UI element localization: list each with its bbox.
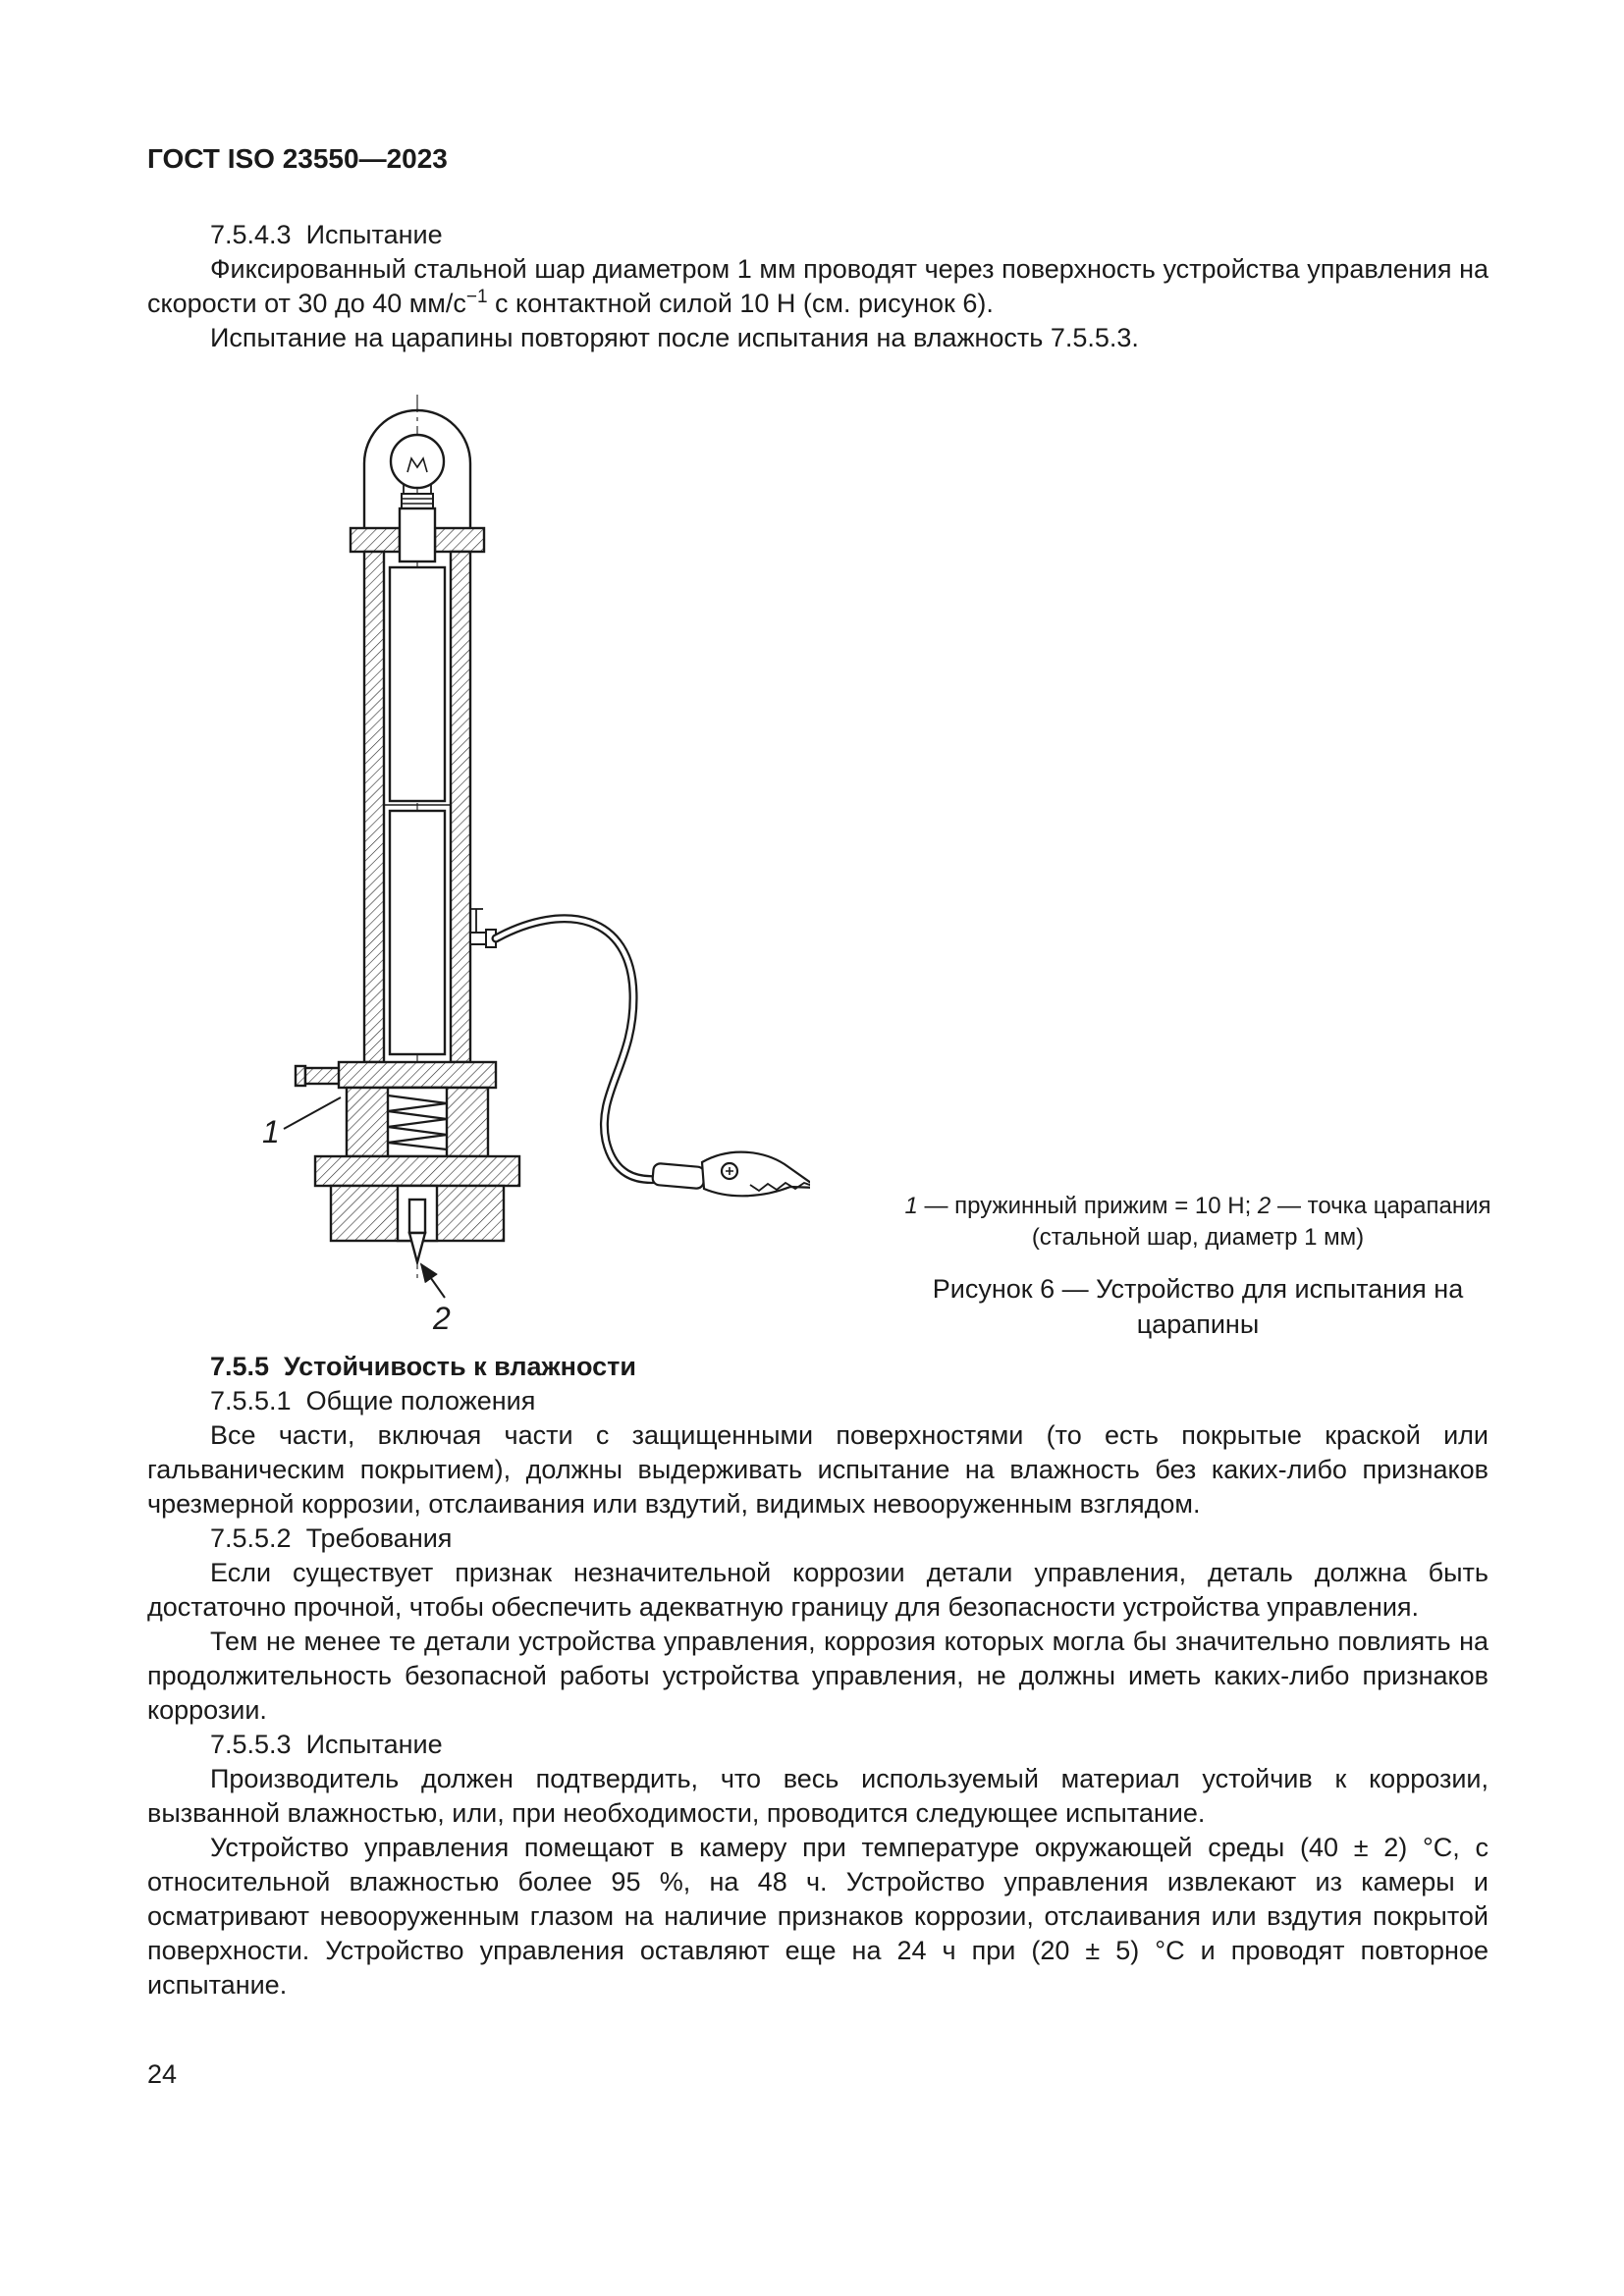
paragraph [147, 252, 1489, 321]
test-lead-cable [496, 919, 661, 1180]
document-header: ГОСТ ISO 23550—2023 [147, 143, 448, 174]
figure-title-line-2: царапины [1136, 1309, 1260, 1339]
callout-1-leader [284, 1097, 341, 1129]
heading-7-5-5-1: 7.5.5.1 Общие положения [210, 1386, 536, 1415]
scratch-tip [409, 1233, 425, 1262]
legend-item-text: — пружинный прижим = 10 Н; [917, 1193, 1258, 1219]
device-column [364, 552, 496, 1062]
page-content [147, 143, 1489, 2002]
paragraph-text: Фиксированный стальной шар диаметром 1 мм проводят через поверхность устройства управления на скорости от 30 до 40 мм/с [147, 254, 1489, 318]
paragraph: Устройство управления помещают в камеру при температуре окружающей среды (40 ± 2) °С, с относительной влажностью более 95 %, на 48 ч. Устройство управления извлекают из камеры и осматривают невооруженным глазом на наличие признаков коррозии, отслаивания или вздутия покрытой поверхности. Устройство управления оставляют еще на 24 ч при (20 ± 5) °С и проводят повторное испытание. [147, 1833, 1489, 2000]
figure-caption [893, 1191, 1502, 1342]
device-base [296, 1062, 519, 1262]
figure-callout-2: 2 [433, 1301, 451, 1336]
figure-6-block [147, 363, 1489, 1350]
paragraph: Испытание на царапины повторяют после испытания на влажность 7.5.5.3. [210, 323, 1139, 352]
heading-7-5-5-3: 7.5.5.3 Испытание [210, 1730, 443, 1759]
indicator-bulb-icon [391, 435, 444, 488]
superscript-exponent: −1 [465, 287, 488, 307]
figure-title [893, 1271, 1502, 1342]
paragraph: Производитель должен подтвердить, что весь используемый материал устойчив к коррозии, вызванной влажностью, или, при необходимости, проводится следующее испытание. [147, 1764, 1489, 1828]
figure-callout-1: 1 [262, 1114, 280, 1149]
legend-line-2: (стальной шар, диаметр 1 мм) [1031, 1224, 1365, 1251]
figure-legend [893, 1191, 1502, 1254]
paragraph-text: с контактной силой 10 Н (см. рисунок 6). [487, 289, 994, 318]
legend-item-text: — точка царапания [1271, 1193, 1491, 1219]
legend-line-1 [893, 1191, 1502, 1222]
heading-7-5-5: 7.5.5 Устойчивость к влажности [210, 1352, 636, 1381]
paragraph: Если существует признак незначительной коррозии детали управления, деталь должна быть достаточно прочной, чтобы обеспечить адекватную границу для безопасности устройства управления. [147, 1558, 1489, 1622]
paragraph: Тем не менее те детали устройства управления, коррозия которых могла бы значительно повлиять на продолжительность безопасной работы устройства управления, не должны иметь каких-либо признаков коррозии. [147, 1627, 1489, 1725]
heading-7-5-5-2: 7.5.5.2 Требования [210, 1523, 453, 1553]
page-number: 24 [147, 2059, 178, 2089]
callout-2-leader [421, 1264, 445, 1298]
legend-item-number: 1 [904, 1193, 918, 1219]
test-lead-cable-core [496, 919, 661, 1180]
alligator-clip-icon [652, 1152, 810, 1197]
legend-item-number: 2 [1257, 1193, 1272, 1219]
paragraph: Все части, включая части с защищенными поверхностями (то есть покрытые краской или гальваническим покрытием), должны выдерживать испытание на влажность без каких-либо признаков чрезмерной коррозии, отслаивания или вздутий, видимых невооруженным взглядом. [147, 1420, 1489, 1519]
figure-title-line-1: Рисунок 6 — Устройство для испытания на [932, 1274, 1464, 1304]
heading-7-5-4-3: 7.5.4.3 Испытание [210, 220, 443, 249]
scratch-test-device-figure [241, 363, 810, 1345]
